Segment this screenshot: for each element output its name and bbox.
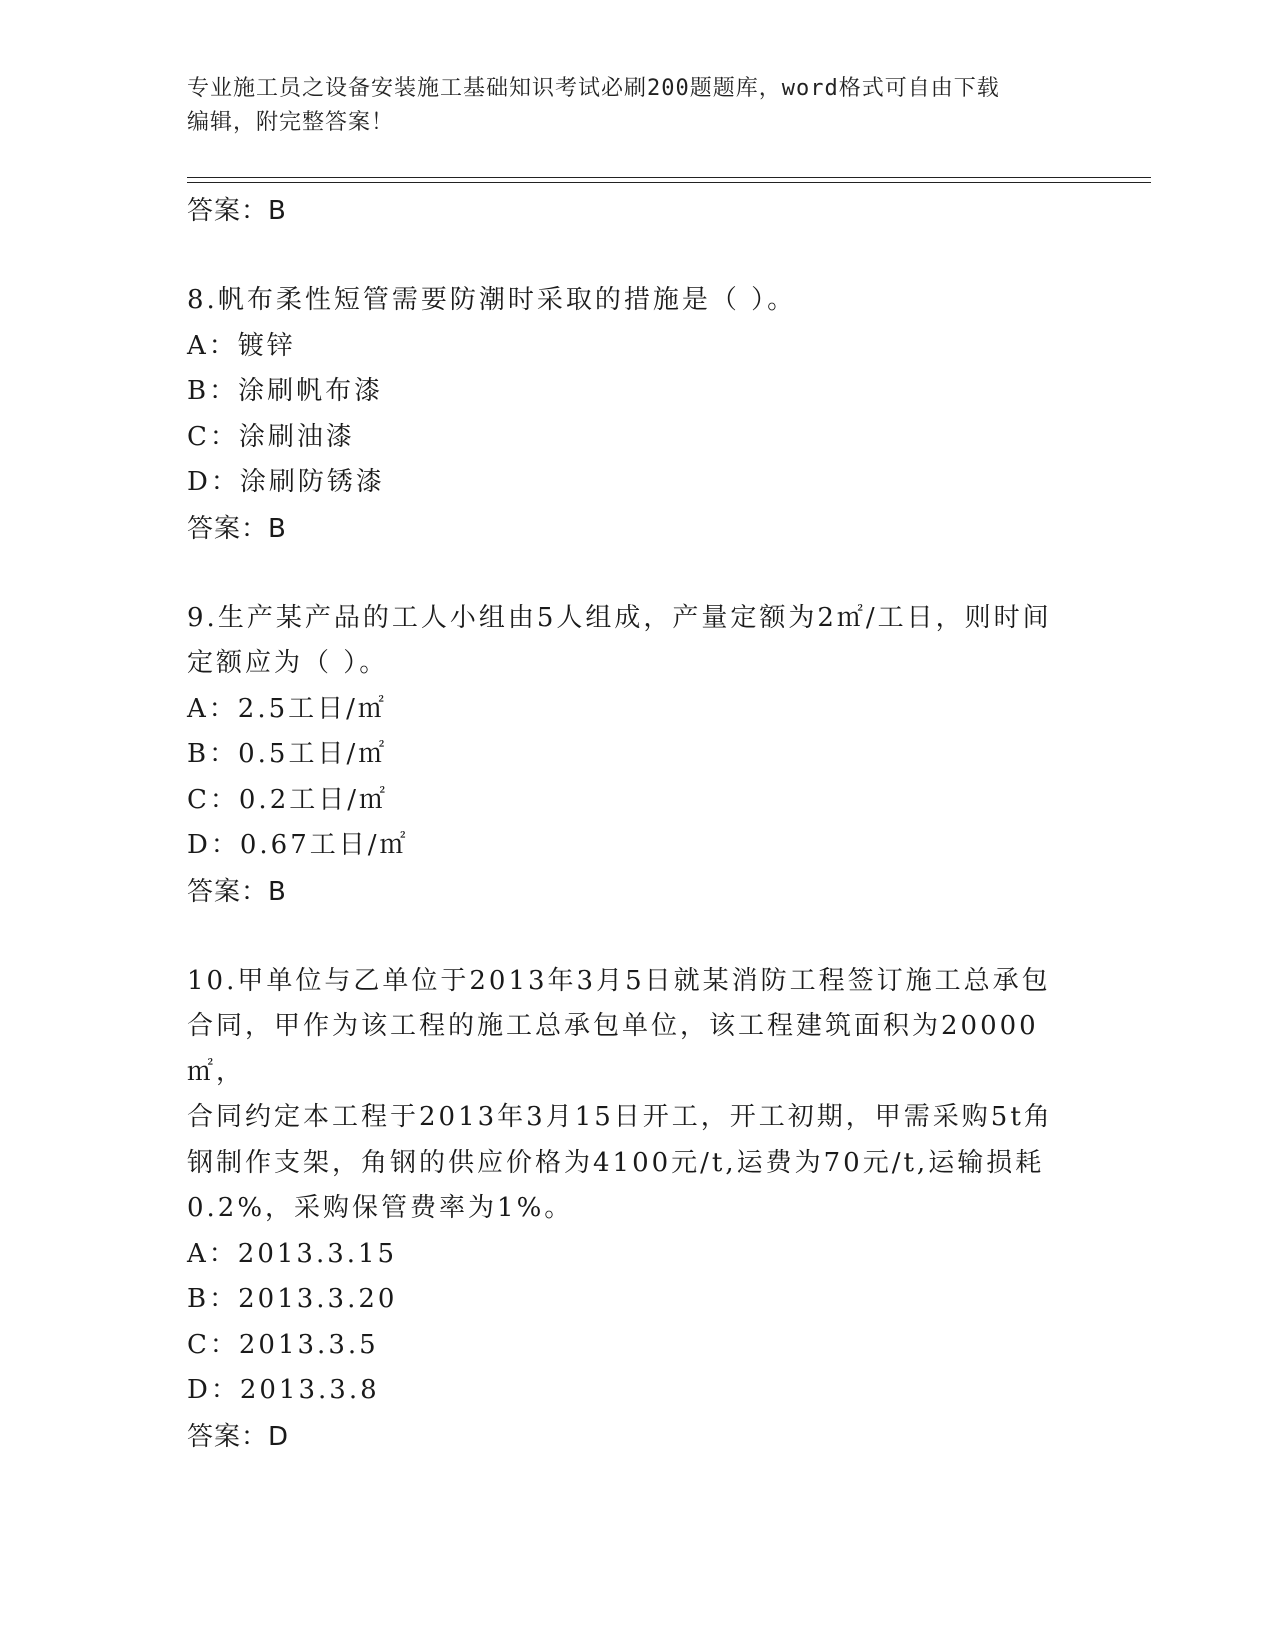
- questions-content: [187, 188, 1087, 1460]
- question-text-line: 合同约定本工程于2013年3月15日开工，开工初期，甲需采购5t角: [187, 1102, 1053, 1132]
- previous-answer: [187, 188, 1087, 234]
- option-c: C：涂刷油漆: [187, 421, 355, 452]
- answer-label: 答案：: [187, 1421, 269, 1452]
- question-text-line: 合同，甲作为该工程的施工总承包单位，该工程建筑面积为20000㎡，: [187, 1011, 1039, 1087]
- question-text-line: 0.2%，采购保管费率为1%。: [187, 1193, 574, 1223]
- header-line-1: 专业施工员之设备安装施工基础知识考试必刷200题题库，word格式可自由下载: [187, 76, 1000, 101]
- answer-value: B: [268, 196, 287, 226]
- option-c: C：2013.3.5: [187, 1329, 379, 1360]
- question-answer: [187, 506, 1087, 552]
- question-text-line: 甲单位与乙单位于2013年3月5日就某消防工程签订施工总承包: [237, 965, 1051, 996]
- option-d: D：0.67工日/㎡: [187, 830, 409, 860]
- answer-value: B: [268, 876, 287, 907]
- header-line-2: 编辑，附完整答案！: [187, 110, 395, 135]
- header-divider-bottom: [187, 182, 1151, 183]
- question-number: 10.: [187, 965, 238, 996]
- option-b: B：2013.3.20: [187, 1284, 398, 1314]
- question-block-8: [187, 278, 1087, 552]
- option-b: B：涂刷帆布漆: [187, 376, 384, 406]
- option-a: A：2013.3.15: [187, 1238, 398, 1269]
- option-b: B：0.5工日/㎡: [187, 739, 388, 769]
- spacer: [187, 915, 1087, 959]
- question-stem: [187, 278, 1087, 324]
- question-block-9: [187, 596, 1087, 915]
- question-number: 8.: [187, 285, 218, 315]
- question-number: 9.: [187, 602, 218, 633]
- question-text-line: 帆布柔性短管需要防潮时采取的措施是（ ）。: [217, 285, 797, 315]
- answer-value: B: [268, 513, 287, 544]
- option-a: A：镀锌: [187, 330, 296, 361]
- question-stem: [187, 959, 1087, 1005]
- question-stem: [187, 596, 1087, 642]
- question-answer: [187, 869, 1087, 915]
- answer-label: 答案：: [187, 513, 269, 544]
- header-divider-top: [187, 177, 1151, 178]
- question-answer: [187, 1414, 1087, 1460]
- answer-label: 答案：: [187, 876, 269, 907]
- spacer: [187, 552, 1087, 596]
- question-text-line: 定额应为（ ）。: [187, 648, 389, 678]
- question-text-line: 生产某产品的工人小组由5人组成，产量定额为2㎡/工日，则时间: [217, 602, 1052, 633]
- answer-value: D: [268, 1421, 290, 1452]
- option-d: D：2013.3.8: [187, 1375, 380, 1405]
- answer-label: 答案：: [187, 196, 269, 226]
- option-a: A：2.5工日/㎡: [187, 693, 387, 724]
- option-c: C：0.2工日/㎡: [187, 784, 389, 815]
- option-d: D：涂刷防锈漆: [187, 467, 385, 497]
- question-text-line: 钢制作支架，角钢的供应价格为4100元/t,运费为70元/t,运输损耗: [187, 1147, 1045, 1178]
- spacer: [187, 234, 1087, 278]
- question-block-10: [187, 959, 1087, 1460]
- document-header: [187, 72, 1067, 140]
